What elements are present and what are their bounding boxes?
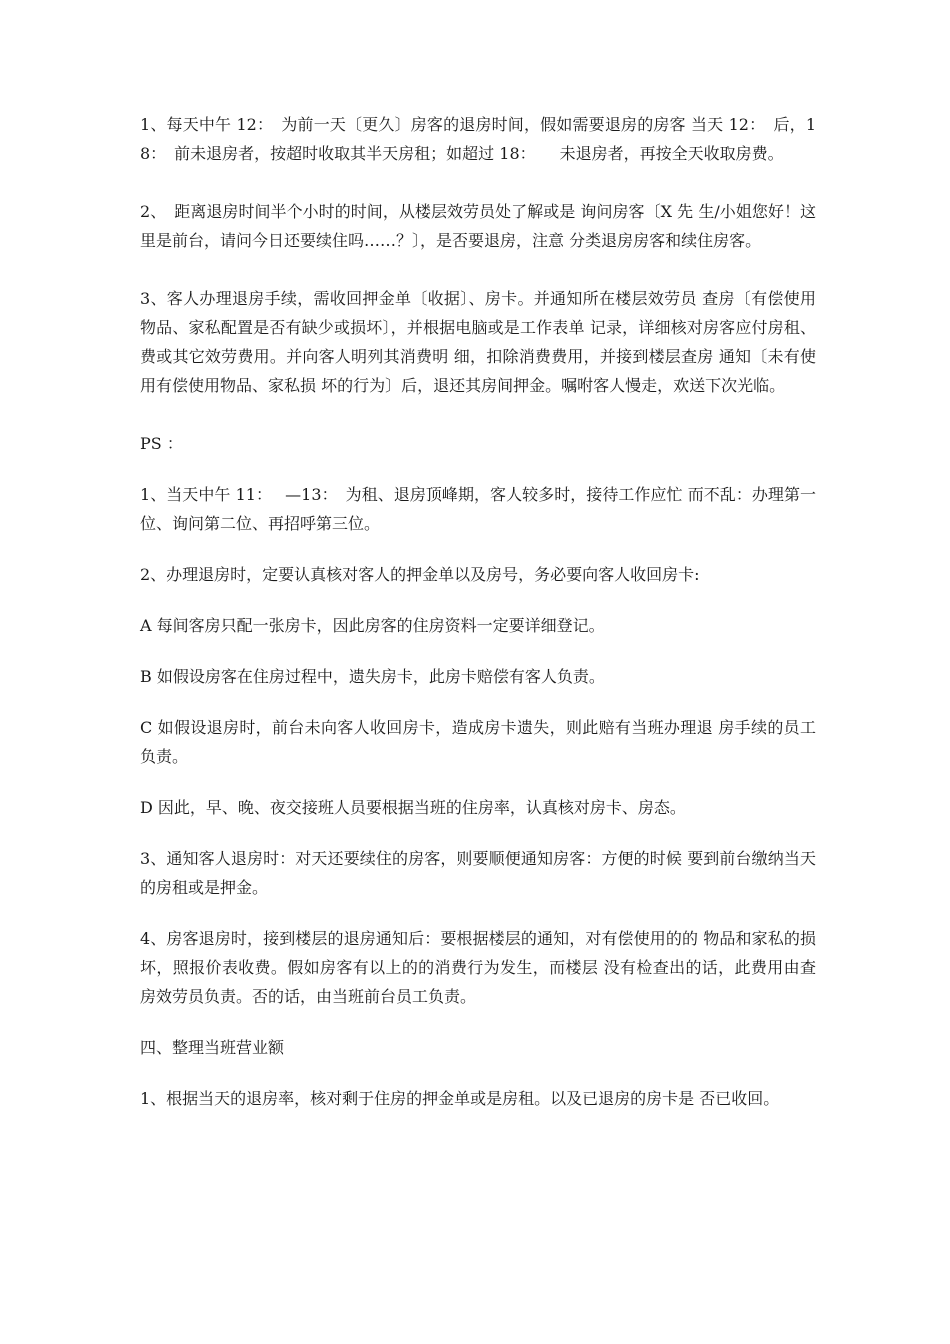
ps-item-c: C 如假设退房时，前台未向客人收回房卡，造成房卡遗失，则此赔有当班办理退 房手续的员工负责。	[140, 718, 816, 766]
ps-item-a: A 每间客房只配一张房卡，因此房客的住房资料一定要详细登记。	[140, 616, 605, 635]
document-page	[140, 110, 816, 1113]
ps-item-3: 3、通知客人退房时：对天还要续住的房客，则要顺便通知房客：方便的时候 要到前台缴纳当天的房租或是押金。	[140, 849, 816, 897]
ps-item-b: B 如假设房客在住房过程中，遗失房卡，此房卡赔偿有客人负责。	[140, 667, 605, 686]
ps-heading: PS ：	[140, 434, 183, 453]
ps-item-4: 4、房客退房时，接到楼层的退房通知后：要根据楼层的通知，对有偿使用的的 物品和家私的损坏，照报价表收费。假如房客有以上的的消费行为发生，而楼层 没有检查出的话，此费用由查房效劳员负责。否的话，由当班前台员工负责。	[140, 929, 816, 1006]
ps-item-d: D 因此，早、晚、夜交接班人员要根据当班的住房率，认真核对房卡、房态。	[140, 798, 686, 817]
paragraph-checkout-inquiry: 2、 距离退房时间半个小时的时间，从楼层效劳员处了解或是 询问房客〔X 先 生/小姐您好！这里是前台，请问今日还要续住吗……？〕，是否要退房，注意 分类退房房客和续住房客。	[140, 202, 816, 250]
paragraph-checkout-procedure: 3、客人办理退房手续，需收回押金单〔收据〕、房卡。并通知所在楼层效劳员 查房〔有偿使用物品、家私配置是否有缺少或损坏〕，并根据电脑或是工作表单 记录，详细核对房客应付房租、 费或其它效劳费用。并向客人明列其消费明 细，扣除消费费用，并接到楼层查房 通知〔未有使用有偿使用物品、家私损 坏的行为〕后，退还其房间押金。嘱咐客人慢走，欢送下次光临。	[140, 289, 816, 395]
section-heading-revenue: 四、整理当班营业额	[140, 1038, 285, 1057]
ps-item-2: 2、办理退房时，定要认真核对客人的押金单以及房号，务必要向客人收回房卡:	[140, 565, 700, 584]
ps-item-1: 1、当天中午 11： —13： 为租、退房顶峰期，客人较多时，接待工作应忙 而不乱：办理第一位、询问第二位、再招呼第三位。	[140, 485, 816, 533]
paragraph-checkout-time: 1、每天中午 12： 为前一天〔更久〕房客的退房时间，假如需要退房的房客 当天 12： 后，18： 前未退房者，按超时收取其半天房租；如超过 18： 未退房者，再按全天收取房费。	[140, 115, 816, 163]
section-item-1: 1、根据当天的退房率，核对剩于住房的押金单或是房租。以及已退房的房卡是 否已收回。	[140, 1089, 780, 1108]
